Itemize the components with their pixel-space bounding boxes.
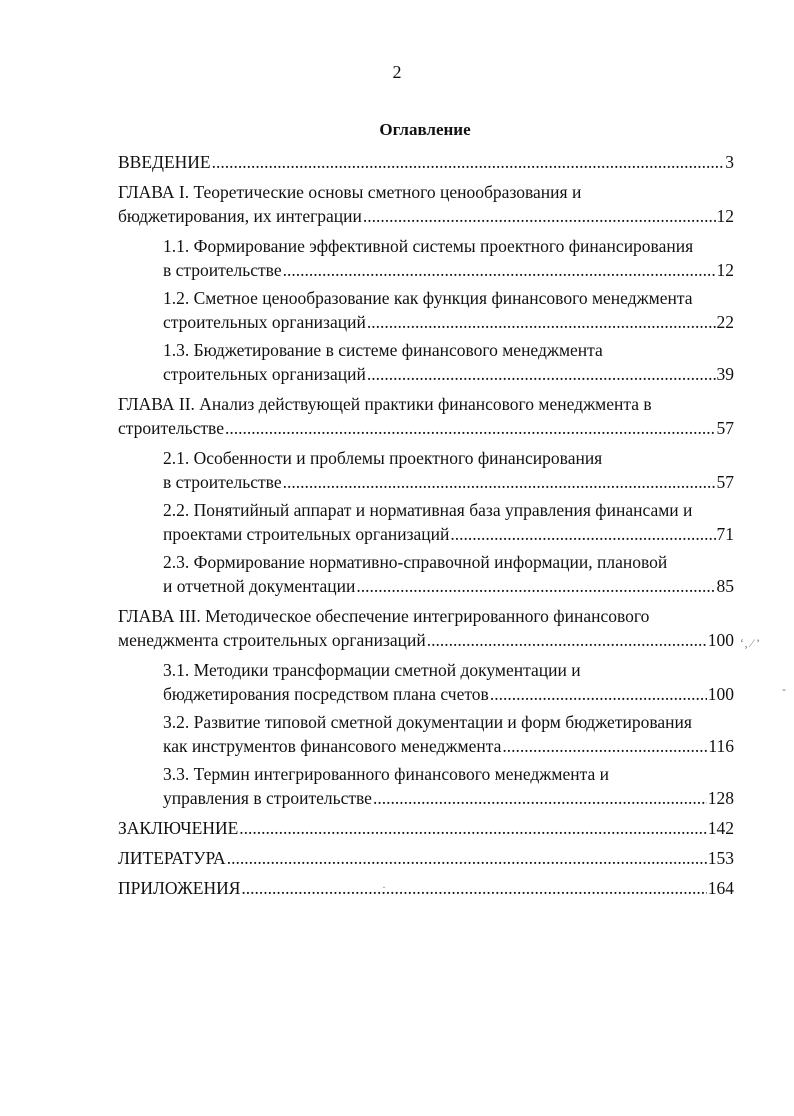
toc-section-entry bbox=[118, 286, 734, 334]
toc-entry-text: строительных организаций bbox=[163, 364, 366, 384]
toc-entry-text: ГЛАВА I. Теоретические основы сметного ценообразования и bbox=[118, 182, 582, 202]
toc-entry-text: 3.2. Развитие типовой сметной документации и форм бюджетирования bbox=[163, 712, 692, 732]
dot-leader bbox=[502, 734, 707, 758]
table-of-contents bbox=[118, 150, 734, 900]
toc-section-entry bbox=[118, 762, 734, 810]
dot-leader bbox=[363, 204, 716, 228]
toc-page-number: 100 bbox=[707, 630, 734, 650]
toc-entry-row bbox=[163, 734, 734, 758]
dot-leader bbox=[450, 522, 715, 546]
scan-artifact: · bbox=[382, 880, 386, 894]
toc-chapter-entry bbox=[118, 876, 734, 900]
toc-entry-text: в строительстве bbox=[163, 472, 282, 492]
dot-leader bbox=[367, 310, 716, 334]
toc-entry-text: в строительстве bbox=[163, 260, 282, 280]
toc-page-number: 164 bbox=[707, 878, 734, 898]
toc-entry-text: строительстве bbox=[118, 418, 224, 438]
toc-entry-row bbox=[118, 876, 734, 900]
toc-entry-row bbox=[163, 258, 734, 282]
toc-entry-text: строительных организаций bbox=[163, 312, 366, 332]
toc-entry-text: ГЛАВА II. Анализ действующей практики финансового менеджмента в bbox=[118, 394, 652, 414]
toc-entry-text: 1.2. Сметное ценообразование как функция финансового менеджмента bbox=[163, 288, 693, 308]
toc-section-entry bbox=[118, 498, 734, 546]
toc-chapter-entry bbox=[118, 846, 734, 870]
toc-entry-row bbox=[118, 816, 734, 840]
toc-chapter-entry bbox=[118, 604, 734, 652]
toc-entry-row bbox=[163, 310, 734, 334]
toc-chapter-entry bbox=[118, 392, 734, 440]
toc-section-entry bbox=[118, 550, 734, 598]
dot-leader bbox=[367, 362, 716, 386]
toc-page-number: 128 bbox=[707, 788, 734, 808]
toc-entry-text: 1.3. Бюджетирование в системе финансового менеджмента bbox=[163, 340, 603, 360]
dot-leader bbox=[373, 786, 707, 810]
toc-entry-row bbox=[163, 574, 734, 598]
dot-leader bbox=[225, 416, 716, 440]
toc-entry-text: ЛИТЕРАТУРА bbox=[118, 848, 226, 868]
toc-entry-row bbox=[163, 682, 734, 706]
dot-leader bbox=[241, 876, 706, 900]
toc-entry-row bbox=[118, 846, 734, 870]
toc-entry-text: ЗАКЛЮЧЕНИЕ bbox=[118, 818, 239, 838]
toc-page-number: 12 bbox=[716, 260, 734, 280]
toc-chapter-entry bbox=[118, 816, 734, 840]
toc-entry-text: и отчетной документации bbox=[163, 576, 356, 596]
toc-chapter-entry bbox=[118, 180, 734, 228]
scan-artifact: ‘‚ ⁄ ’ bbox=[740, 636, 760, 650]
toc-entry-text: 3.3. Термин интегрированного финансового менеджмента и bbox=[163, 764, 609, 784]
toc-entry-text: 3.1. Методики трансформации сметной документации и bbox=[163, 660, 581, 680]
toc-entry-row bbox=[163, 470, 734, 494]
dot-leader bbox=[427, 628, 707, 652]
toc-entry-row bbox=[163, 522, 734, 546]
toc-section-entry bbox=[118, 234, 734, 282]
toc-page-number: 3 bbox=[725, 152, 734, 172]
toc-section-entry bbox=[118, 658, 734, 706]
toc-entry-row bbox=[118, 628, 734, 652]
toc-entry-text: ПРИЛОЖЕНИЯ bbox=[118, 878, 241, 898]
toc-page-number: 57 bbox=[716, 472, 734, 492]
dot-leader bbox=[356, 574, 715, 598]
toc-entry-row bbox=[118, 150, 734, 174]
page-number: 2 bbox=[392, 62, 402, 82]
scan-artifact: - bbox=[782, 682, 786, 696]
dot-leader bbox=[283, 258, 716, 282]
toc-entry-row bbox=[118, 204, 734, 228]
dot-leader bbox=[227, 846, 707, 870]
toc-entry-row bbox=[118, 416, 734, 440]
dot-leader bbox=[490, 682, 707, 706]
toc-chapter-entry bbox=[118, 150, 734, 174]
toc-page-number: 39 bbox=[716, 364, 734, 384]
toc-entry-text: 2.1. Особенности и проблемы проектного финансирования bbox=[163, 448, 603, 468]
dot-leader bbox=[239, 816, 706, 840]
toc-entry-text: 1.1. Формирование эффективной системы проектного финансирования bbox=[163, 236, 694, 256]
toc-page-number: 85 bbox=[716, 576, 734, 596]
toc-section-entry bbox=[118, 338, 734, 386]
toc-page-number: 22 bbox=[716, 312, 734, 332]
toc-entry-text: менеджмента строительных организаций bbox=[118, 630, 426, 650]
toc-title: Оглавление bbox=[379, 120, 471, 139]
toc-entry-row bbox=[163, 786, 734, 810]
toc-entry-text: ГЛАВА III. Методическое обеспечение интегрированного финансового bbox=[118, 606, 650, 626]
toc-entry-text: как инструментов финансового менеджмента bbox=[163, 736, 502, 756]
toc-entry-text: управления в строительстве bbox=[163, 788, 372, 808]
dot-leader bbox=[212, 150, 725, 174]
toc-entry-text: бюджетирования, их интеграции bbox=[118, 206, 362, 226]
toc-entry-text: ВВЕДЕНИЕ bbox=[118, 152, 211, 172]
dot-leader bbox=[283, 470, 716, 494]
toc-page-number: 142 bbox=[707, 818, 734, 838]
toc-section-entry bbox=[118, 710, 734, 758]
toc-page-number: 71 bbox=[716, 524, 734, 544]
toc-entry-text: 2.2. Понятийный аппарат и нормативная база управления финансами и bbox=[163, 500, 693, 520]
toc-page-number: 12 bbox=[716, 206, 734, 226]
toc-entry-text: 2.3. Формирование нормативно-справочной информации, плановой bbox=[163, 552, 668, 572]
toc-page-number: 153 bbox=[707, 848, 734, 868]
toc-page-number: 57 bbox=[716, 418, 734, 438]
toc-entry-row bbox=[163, 362, 734, 386]
toc-section-entry bbox=[118, 446, 734, 494]
toc-entry-text: бюджетирования посредством плана счетов bbox=[163, 684, 489, 704]
toc-entry-text: проектами строительных организаций bbox=[163, 524, 450, 544]
toc-page-number: 100 bbox=[707, 684, 734, 704]
toc-page-number: 116 bbox=[708, 736, 734, 756]
